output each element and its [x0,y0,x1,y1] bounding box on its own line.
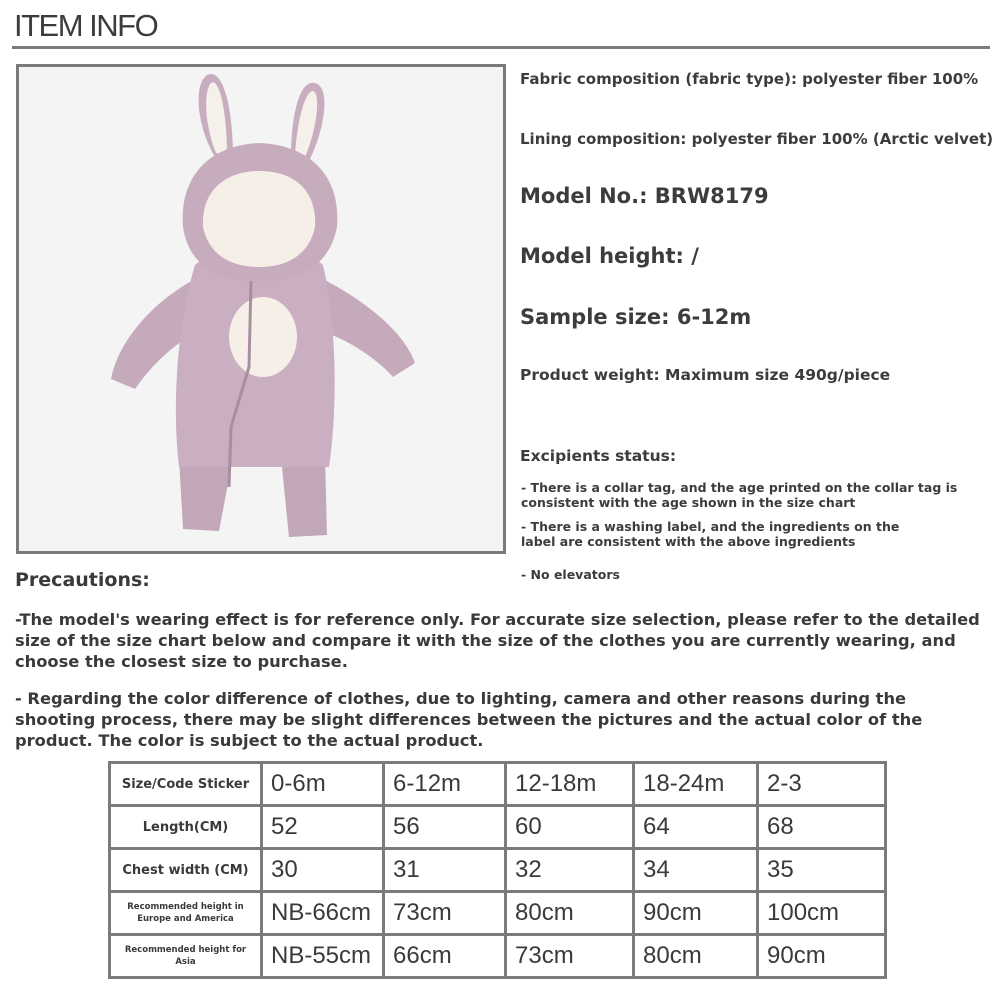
precautions-title: Precautions: [15,569,150,591]
fabric-composition: Fabric composition (fabric type): polyester fiber 100% [520,70,979,88]
table-cell: 35 [758,849,886,892]
excipients-title: Excipients status: [520,447,677,465]
table-cell: NB-55cm [262,935,384,978]
table-cell: 90cm [634,892,758,935]
table-cell: 0-6m [262,763,384,806]
row-header: Recommended height for Asia [110,935,262,978]
table-cell: NB-66cm [262,892,384,935]
precaution-paragraph: -The model's wearing effect is for reference only. For accurate size selection, please refer to the detailed size of the size chart below and compare it with the size of the clothes you are currently wearing, and choose the closest size to purchase. [15,610,980,671]
product-weight: Product weight: Maximum size 490g/piece [520,366,891,384]
table-cell: 12-18m [506,763,634,806]
table-cell: 64 [634,806,758,849]
page-title: ITEM INFO [14,8,158,43]
table-row [110,892,886,935]
table-cell: 30 [262,849,384,892]
excipient-note: - There is a collar tag, and the age printed on the collar tag is consistent with the age shown in the size chart [521,480,958,510]
table-cell: 68 [758,806,886,849]
romper-illustration [19,67,503,551]
table-cell: 73cm [384,892,506,935]
table-cell: 80cm [634,935,758,978]
table-cell: 31 [384,849,506,892]
table-cell: 32 [506,849,634,892]
table-cell: 34 [634,849,758,892]
product-photo [16,64,506,554]
row-header: Size/Code Sticker [110,763,262,806]
header-divider [12,46,990,49]
model-number: Model No.: BRW8179 [520,184,769,208]
table-cell: 52 [262,806,384,849]
table-cell: 56 [384,806,506,849]
sample-size: Sample size: 6-12m [520,305,752,329]
table-cell: 66cm [384,935,506,978]
table-cell: 90cm [758,935,886,978]
table-cell: 60 [506,806,634,849]
lining-composition: Lining composition: polyester fiber 100% (Arctic velvet) [520,130,994,148]
table-cell: 100cm [758,892,886,935]
table-cell: 73cm [506,935,634,978]
excipient-note: - No elevators [521,567,620,582]
size-chart-table [108,761,887,979]
precaution-paragraph: - Regarding the color difference of clothes, due to lighting, camera and other reasons during the shooting process, there may be slight differences between the pictures and the actual color of the product. The color is subject to the actual product. [15,689,923,750]
table-cell: 2-3 [758,763,886,806]
row-header: Length(CM) [110,806,262,849]
excipient-note: - There is a washing label, and the ingredients on the label are consistent with the above ingredients [521,519,900,549]
model-height: Model height: / [520,244,699,268]
table-cell: 80cm [506,892,634,935]
row-header: Recommended height in Europe and America [110,892,262,935]
table-row [110,763,886,806]
table-row [110,849,886,892]
row-header: Chest width (CM) [110,849,262,892]
table-row [110,806,886,849]
table-cell: 6-12m [384,763,506,806]
table-cell: 18-24m [634,763,758,806]
table-row [110,935,886,978]
